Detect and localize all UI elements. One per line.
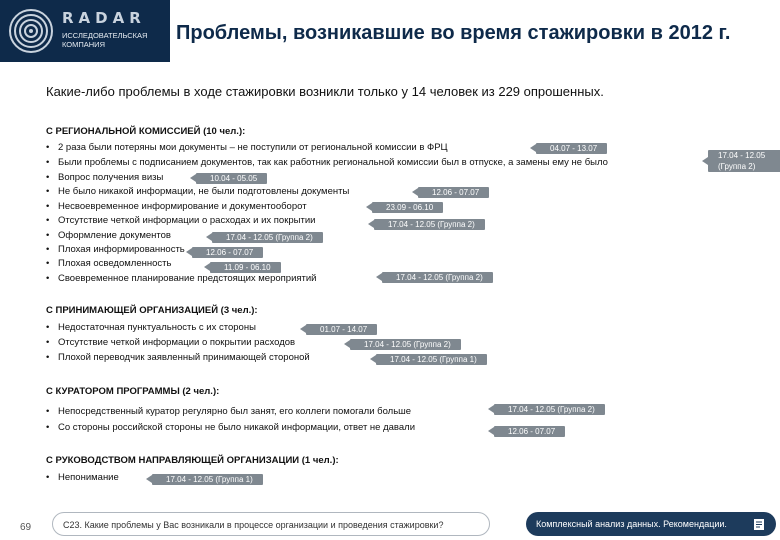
question-caption: С23. Какие проблемы у Вас возникали в процессе организации и проведения стажировки? [52, 512, 490, 536]
date-tag: 12.06 - 07.07 [494, 426, 565, 437]
slide-footer [0, 510, 780, 540]
date-tag: 01.07 - 14.07 [306, 324, 377, 335]
date-tag: 17.04 - 12.05 (Группа 2) [350, 339, 461, 350]
intro-text: Какие-либо проблемы в ходе стажировки возникли только у 14 человек из 229 опрошенных. [46, 84, 604, 99]
list-item: • Со стороны российской стороны не было никакой информации, ответ не давали [46, 422, 416, 433]
section-heading: С РЕГИОНАЛЬНОЙ КОМИССИЕЙ (10 чел.): [46, 126, 246, 137]
list-item-text: Оформление документов [58, 230, 171, 241]
list-item-text: Не было никакой информации, не были подготовлены документы [58, 186, 350, 197]
list-item: • Не было никакой информации, не были подготовлены документы [46, 186, 350, 197]
date-tag: 12.06 - 07.07 [418, 187, 489, 198]
radar-rings-icon [8, 8, 54, 54]
date-tag: 17.04 - 12.05 (Группа 2) [708, 150, 780, 172]
date-tag: 04.07 - 13.07 [536, 143, 607, 154]
list-item: • Плохая осведомленность [46, 258, 172, 269]
date-tag: 17.04 - 12.05 (Группа 1) [152, 474, 263, 485]
section-heading: С ПРИНИМАЮЩЕЙ ОРГАНИЗАЦИЕЙ (3 чел.): [46, 305, 258, 316]
list-item: • Непосредственный куратор регулярно был занят, его коллеги помогали больше [46, 406, 412, 417]
list-item-text: Вопрос получения визы [58, 172, 164, 183]
list-item: • Несвоевременное информирование и документооборот [46, 201, 307, 212]
page-title: Проблемы, возникавшие во время стажировки в 2012 г. [176, 22, 731, 44]
logo-subtitle: ИССЛЕДОВАТЕЛЬСКАЯ КОМПАНИЯ [62, 31, 148, 49]
list-item: • Были проблемы с подписанием документов, так как работник региональной комиссии был в отпуске, а замены ему не было [46, 157, 608, 168]
list-item-text: Отсутствие четкой информации о расходах и их покрытии [58, 215, 316, 226]
date-tag: 17.04 - 12.05 (Группа 1) [376, 354, 487, 365]
list-item: • Отсутствие четкой информации о расходах и их покрытии [46, 215, 316, 226]
list-item: • Непонимание [46, 472, 119, 483]
list-item-text: Несвоевременное информирование и документооборот [58, 201, 307, 212]
section-heading: С РУКОВОДСТВОМ НАПРАВЛЯЮЩЕЙ ОРГАНИЗАЦИИ (1 чел.): [46, 455, 339, 466]
list-item-text: Отсутствие четкой информации о покрытии расходов [58, 337, 296, 348]
list-item-text: Недостаточная пунктуальность с их стороны [58, 322, 256, 333]
list-item-text: Плохая осведомленность [58, 258, 172, 269]
list-item: • Оформление документов [46, 230, 171, 241]
date-tag: 17.04 - 12.05 (Группа 2) [494, 404, 605, 415]
logo [0, 0, 170, 62]
date-tag: 23.09 - 06.10 [372, 202, 443, 213]
section-heading: С КУРАТОРОМ ПРОГРАММЫ (2 чел.): [46, 386, 220, 397]
list-item: • Вопрос получения визы [46, 172, 164, 183]
date-tag: 17.04 - 12.05 (Группа 2) [382, 272, 493, 283]
list-item: • Плохой переводчик заявленный принимающей стороной [46, 352, 310, 363]
section-caption: Комплексный анализ данных. Рекомендации. [526, 512, 776, 536]
date-tag: 11.09 - 06.10 [210, 262, 281, 273]
list-item-text: Были проблемы с подписанием документов, так как работник региональной комиссии был в отпуске, а замены ему не было [58, 157, 608, 168]
document-icon [753, 518, 765, 531]
date-tag: 17.04 - 12.05 (Группа 2) [212, 232, 323, 243]
slide-header [0, 0, 780, 66]
logo-name: RADAR [62, 9, 146, 27]
list-item-text: 2 раза были потеряны мои документы – не поступили от региональной комиссии в ФРЦ [58, 142, 448, 153]
list-item-text: Плохой переводчик заявленный принимающей стороной [58, 352, 310, 363]
list-item: • Недостаточная пунктуальность с их стороны [46, 322, 256, 333]
list-item-text: Непосредственный куратор регулярно был занят, его коллеги помогали больше [58, 406, 412, 417]
list-item-text: Со стороны российской стороны не было никакой информации, ответ не давали [58, 422, 416, 433]
date-tag: 10.04 - 05.05 [196, 173, 267, 184]
page-number: 69 [20, 522, 32, 533]
list-item-text: Своевременное планирование предстоящих мероприятий [58, 273, 317, 284]
date-tag: 12.06 - 07.07 [192, 247, 263, 258]
date-tag: 17.04 - 12.05 (Группа 2) [374, 219, 485, 230]
list-item-text: Непонимание [58, 472, 119, 483]
list-item: • Своевременное планирование предстоящих мероприятий [46, 273, 317, 284]
list-item-text: Плохая информированность [58, 244, 185, 255]
list-item: • Отсутствие четкой информации о покрытии расходов [46, 337, 296, 348]
list-item: • Плохая информированность [46, 244, 185, 255]
list-item: • 2 раза были потеряны мои документы – не поступили от региональной комиссии в ФРЦ [46, 142, 448, 153]
